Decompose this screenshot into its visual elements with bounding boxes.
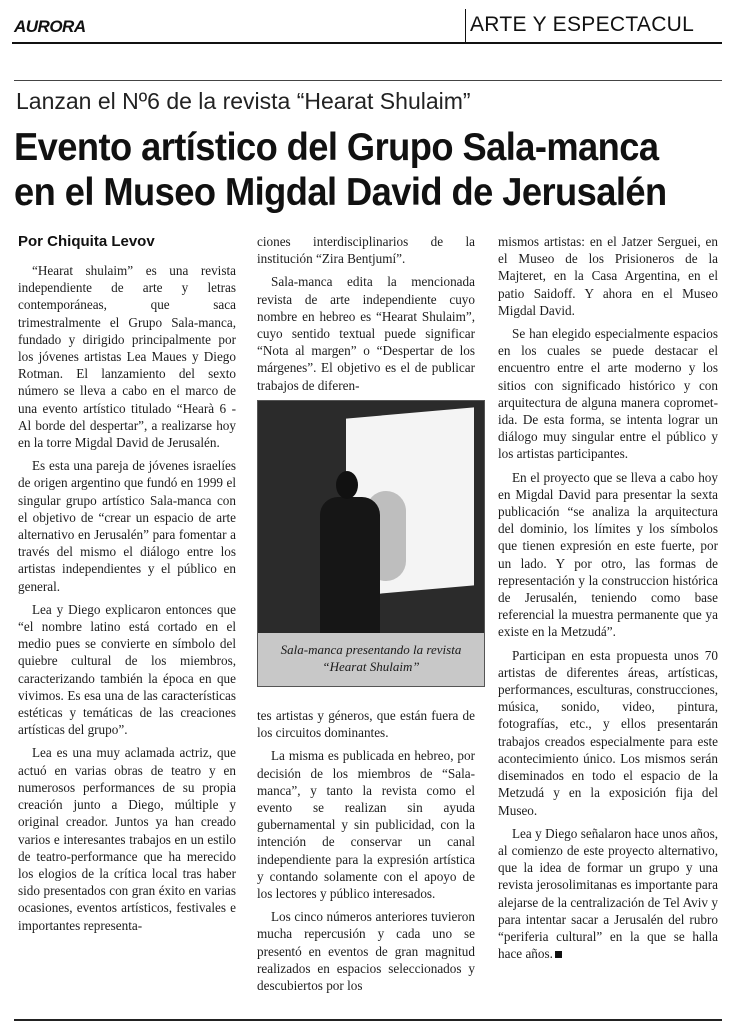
paragraph: Se han elegido especialmente espacios en los cuales se puede destacar el encuentro entre el arte moderno y los sitios con significado histórico y con arquitectura de alguna manera coprometida. De esta forma, se intenta lograr un diálogo muy singular entre el público y los artistas participantes. xyxy=(498,326,718,462)
paragraph: “Hearat shulaim” es una revista independiente de arte y letras contemporáneas, que saca trimestralmente el Grupo Sala-manca, fundado y dirigido principalmente por los jóvenes artistas Lea Maues y Diego Rotman. El lanzamiento del sexto número se lleva a cabo en el marco de una evento artístico titulado “Hearà 6 - Al borde del despertar”, a realizarse hoy en la torre Migdal David de Jerusalén. xyxy=(18,263,236,451)
presenter-head xyxy=(336,471,358,499)
column-3 xyxy=(498,233,718,968)
column-1 xyxy=(18,262,236,940)
article-headline: Evento artístico del Grupo Sala-manca en el Museo Migdal David de Jerusalén xyxy=(14,126,667,214)
article-byline: Por Chiquita Levov xyxy=(18,233,155,250)
paragraph: Los cinco números anteriores tuvieron mucha repercusión y cada uno se presentó en eventos de gran magnitud realizados en espacios seleccionados y descubiertos por los xyxy=(257,909,475,994)
page-bottom-rule xyxy=(14,1019,722,1021)
paragraph: mismos artistas: en el Jatzer Serguei, en el Museo de los Prisioneros de la Majteret, en la Casa Argentina, en el patio Saidoff. Y ahora en el Museo Migdal David. xyxy=(498,234,718,318)
article-kicker: Lanzan el Nº6 de la revista “Hearat Shulaim” xyxy=(16,88,471,114)
caption-line: “Hearat Shulaim” xyxy=(322,659,420,674)
paragraph: En el proyecto que se lleva a cabo hoy en Migdal David para presentar la sexta publicación “se analiza la arquitectura del dominio, los límites y los símbolos que tienen expresión en este fuerte, por un lado. Y por otro, las formas de representación y la construccion histórica de Jerusalén, teniendo como base referencial la muestra permanente que ya existe en la Metzudá”. xyxy=(498,469,718,640)
paragraph: Es esta una pareja de jóvenes israelíes de origen argentino que fundó en 1999 el singular grupo artístico Sala-manca con el objetivo de “crear un espacio de arte alternativo en Jerusalén” para fomentar a través del mismo el diálogo entre los artistas independientes y el público en general. xyxy=(18,458,236,594)
photo-caption xyxy=(258,633,484,687)
paragraph: Lea y Diego explicaron entonces que “el nombre latino está cortado en el medio pues se convierte en símbolo del quiebre cultural de los miembros, caracterizando también la época en que vivimos. Es esa una de las características estéticas y temáticas de las creaciones artísticas del grupo”. xyxy=(18,601,236,738)
paragraph: Sala-manca edita la mencionada revista de arte independiente cuyo nombre en hebreo es “Hearat Shulaim”, cuyo sentido textual puede significar “Nota al margen” o “Despertar de los márgenes”. El objetivo es el de publicar trabajos de diferen- xyxy=(257,274,475,393)
article-top-rule xyxy=(14,80,722,81)
column-2-top xyxy=(257,233,475,400)
masthead-divider xyxy=(465,9,466,42)
paragraph-last xyxy=(498,825,718,963)
paragraph: tes artistas y géneros, que están fuera de los circuitos dominantes. xyxy=(257,708,475,741)
paragraph: La misma es publicada en hebreo, por decisión de los miembros de “Sala-manca”, y tanto la revista como el evento se realizan sin ayuda gubernamental y sin publicidad, con la intención de conservar un canal independiente para la expresión artística y contando solamente con el apoyo de los lectores y público interesados. xyxy=(257,748,475,902)
masthead-rule xyxy=(12,42,722,44)
paragraph: Participan en esta propuesta unos 70 artistas de diferentes áreas, artísticas, performances, esculturas, construcciones, música, sonido, video, pintura, fotografías, etc., y ellos presentarán trabajos creados especialmente para este acontecimiento único. Los mismos serán diseminados en todo el espacio de la Metzudá y en la exposición fija del Museo. xyxy=(498,647,718,818)
paragraph: Lea es una muy aclamada actriz, que actuó en varias obras de teatro y en numerosos performances de su propia creación junto a Diego, múltiple y original creador. Juntos ya han creado varios e interesantes trabajos en un estilo de teatro-performance que ha merecido los elogios de la crítica local tras haber sido presentados con gran éxito en varias ocasiones, eventos artísticos, festivales e importantes representa- xyxy=(18,745,236,933)
newspaper-logo: AURORA xyxy=(14,17,86,36)
column-2-bottom xyxy=(257,707,475,1000)
end-mark-icon xyxy=(555,951,562,958)
section-title: ARTE Y ESPECTACUL xyxy=(470,13,695,36)
caption-line: Sala-manca presentando la revista xyxy=(280,642,462,657)
photo-image xyxy=(258,401,484,633)
article-photo xyxy=(257,400,485,687)
presenter-figure xyxy=(320,497,380,633)
paragraph: ciones interdisciplinarios de la institución “Zira Bentjumí”. xyxy=(257,234,475,267)
paragraph-text: Lea y Diego señalaron hace unos años, al comienzo de este proyecto alternativo, que la idea de formar un grupo y una revista jerosolimitanas es importante para alejarse de la centralización de Tel Aviv y para intentar sacar a Jerusalén del rubro “periferia cultural” en la que se halla hace años. xyxy=(498,825,718,962)
